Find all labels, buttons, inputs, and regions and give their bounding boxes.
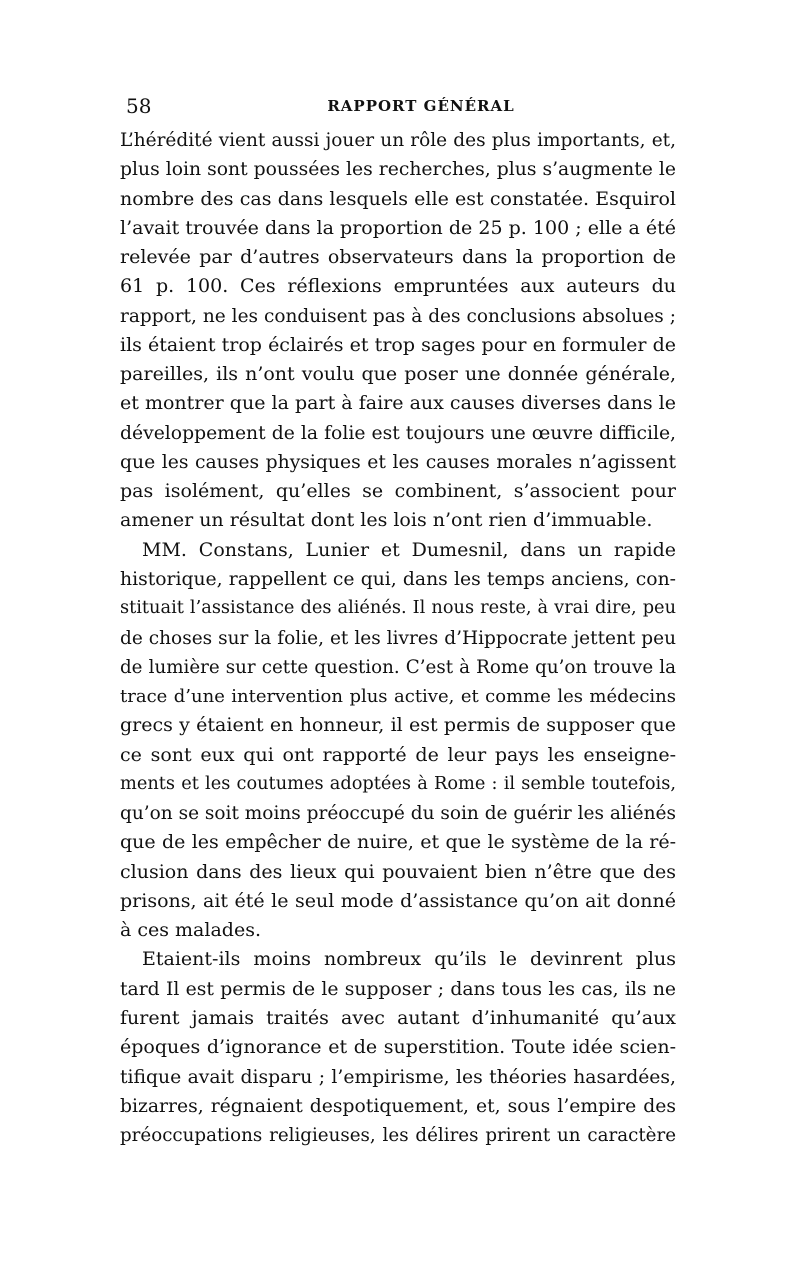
running-head: RAPPORT GÉNÉRAL: [327, 97, 515, 115]
text-line: de lumière sur cette question. C’est à Rome qu’on trouve la: [120, 656, 676, 678]
text-line: clusion dans des lieux qui pouvaient bien n’être que des: [120, 860, 676, 883]
text-line: que de les empêcher de nuire, et que le système de la ré-: [120, 831, 676, 854]
text-line: L’hérédité vient aussi jouer un rôle des plus importants, et,: [120, 130, 676, 151]
text-line: ce sont eux qui ont rapporté de leur pays les enseigne-: [120, 743, 676, 766]
text-line: plus loin sont poussées les recherches, plus s’augmente le: [120, 159, 676, 181]
text-line: furent jamais traités avec autant d’inhumanité qu’aux: [120, 1006, 676, 1029]
text-line: que les causes physiques et les causes morales n’agissent: [120, 451, 676, 473]
text-line: préoccupations religieuses, les délires prirent un caractère: [120, 1125, 676, 1147]
text-line: historique, rappellent ce qui, dans les temps anciens, con-: [120, 568, 676, 590]
text-line: ments et les coutumes adoptées à Rome : il semble toutefois,: [120, 773, 676, 794]
text-line: tifique avait disparu ; l’empirisme, les théories hasardées,: [120, 1066, 676, 1088]
text-line: développement de la folie est toujours une œuvre difficile,: [120, 422, 676, 444]
text-line: stituait l’assistance des aliénés. Il nous reste, à vrai dire, peu: [120, 598, 676, 619]
text-line: époques d’ignorance et de superstition. Toute idée scien-: [120, 1036, 676, 1059]
text-line: prisons, ait été le seul mode d’assistance qu’on ait donné: [120, 889, 676, 912]
text-line: de choses sur la folie, et les livres d’Hippocrate jettent peu: [120, 627, 676, 649]
text-line: bizarres, régnaient despotiquement, et, sous l’empire des: [120, 1095, 676, 1117]
text-line: ils étaient trop éclairés et trop sages pour en formuler de: [120, 333, 676, 356]
text-line: l’avait trouvée dans la proportion de 25 p. 100 ; elle a été: [120, 216, 676, 239]
text-line: pareilles, ils n’ont voulu que poser une donnée générale,: [120, 363, 676, 386]
text-line: MM. Constans, Lunier et Dumesnil, dans un rapide: [142, 538, 676, 561]
text-line: 61 p. 100. Ces réflexions empruntées aux auteurs du: [120, 275, 676, 298]
text-line: relevée par d’autres observateurs dans la proportion de: [120, 246, 676, 269]
page-number: 58: [126, 94, 152, 118]
text-line: qu’on se soit moins préoccupé du soin de guérir les aliénés: [120, 803, 676, 825]
text-line: pas isolément, qu’elles se combinent, s’associent pour: [120, 480, 676, 503]
text-line: amener un résultat dont les lois n’ont rien d’immuable.: [120, 509, 653, 532]
text-line: nombre des cas dans lesquels elle est constatée. Esquirol: [120, 187, 676, 210]
paragraph-2: [120, 536, 676, 946]
paragraph-3: [120, 945, 676, 1150]
text-line: à ces malades.: [120, 919, 261, 942]
text-line: tard Il est permis de le supposer ; dans tous les cas, ils ne: [120, 978, 676, 1000]
text-line: grecs y étaient en honneur, il est permis de supposer que: [120, 714, 676, 737]
text-line: et montrer que la part à faire aux causes diverses dans le: [120, 392, 676, 415]
text-line: rapport, ne les conduisent pas à des conclusions absolues ;: [120, 305, 676, 327]
paragraph-1: [120, 126, 676, 536]
page-header: [126, 94, 676, 118]
text-line: Etaient-ils moins nombreux qu’ils le devinrent plus: [142, 948, 676, 971]
body-text: [120, 126, 676, 1150]
text-line: trace d’une intervention plus active, et comme les médecins: [120, 686, 676, 708]
